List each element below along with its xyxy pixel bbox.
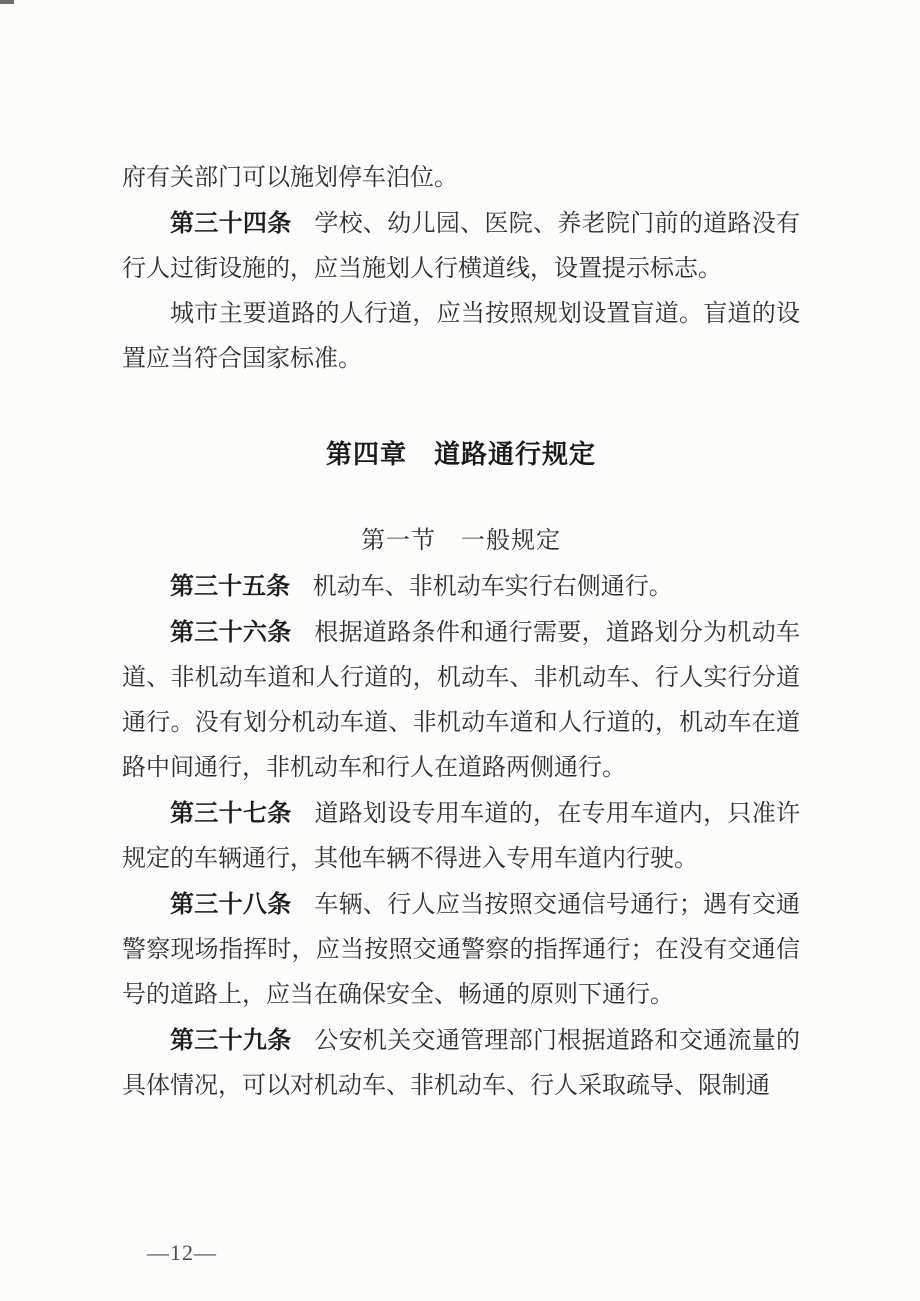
paragraph-article-34 [122, 201, 800, 292]
paragraph-article-39 [122, 1018, 800, 1109]
paragraph-text: 道路划设专用车道的，在专用车道内，只准许规定的车辆通行，其他车辆不得进入专用车道内行驶。 [122, 801, 801, 872]
article-number: 第三十九条 [170, 1027, 292, 1054]
paragraph-continuation [122, 156, 800, 201]
section-heading: 第一节 一般规定 [361, 528, 561, 554]
body-text [122, 156, 800, 1109]
paragraph-text: 城市主要道路的人行道，应当按照规划设置盲道。盲道的设置应当符合国家标准。 [122, 301, 800, 372]
article-number: 第三十四条 [170, 210, 292, 237]
chapter-heading: 第四章 道路通行规定 [325, 439, 596, 469]
paragraph-article-35 [122, 564, 800, 610]
paragraph-article-37 [122, 791, 800, 882]
scan-artifact [0, 0, 14, 4]
paragraph-text: 府有关部门可以施划停车泊位。 [122, 165, 458, 191]
article-number: 第三十七条 [170, 800, 292, 827]
paragraph-article-36 [122, 610, 800, 791]
page-number: —12— [147, 1240, 217, 1265]
article-number: 第三十八条 [170, 891, 292, 918]
paragraph-text: 根据道路条件和通行需要，道路划分为机动车道、非机动车道和人行道的，机动车、非机动车、行人实行分道通行。没有划分机动车道、非机动车道和人行道的，机动车在道路中间通行，非机动车和行人在道路两侧通行。 [122, 620, 801, 781]
paragraph-article-38 [122, 882, 800, 1018]
article-number: 第三十六条 [170, 619, 292, 646]
paragraph-blind-path [122, 292, 800, 382]
paragraph-text: 学校、幼儿园、医院、养老院门前的道路没有行人过街设施的，应当施划人行横道线，设置提示标志。 [122, 211, 801, 282]
article-number: 第三十五条 [170, 573, 290, 600]
paragraph-text: 公安机关交通管理部门根据道路和交通流量的具体情况，可以对机动车、非机动车、行人采取疏导、限制通 [122, 1028, 801, 1099]
paragraph-text: 机动车、非机动车实行右侧通行。 [312, 574, 673, 600]
paragraph-text: 车辆、行人应当按照交通信号通行；遇有交通警察现场指挥时，应当按照交通警察的指挥通行；在没有交通信号的道路上，应当在确保安全、畅通的原则下通行。 [122, 892, 801, 1008]
